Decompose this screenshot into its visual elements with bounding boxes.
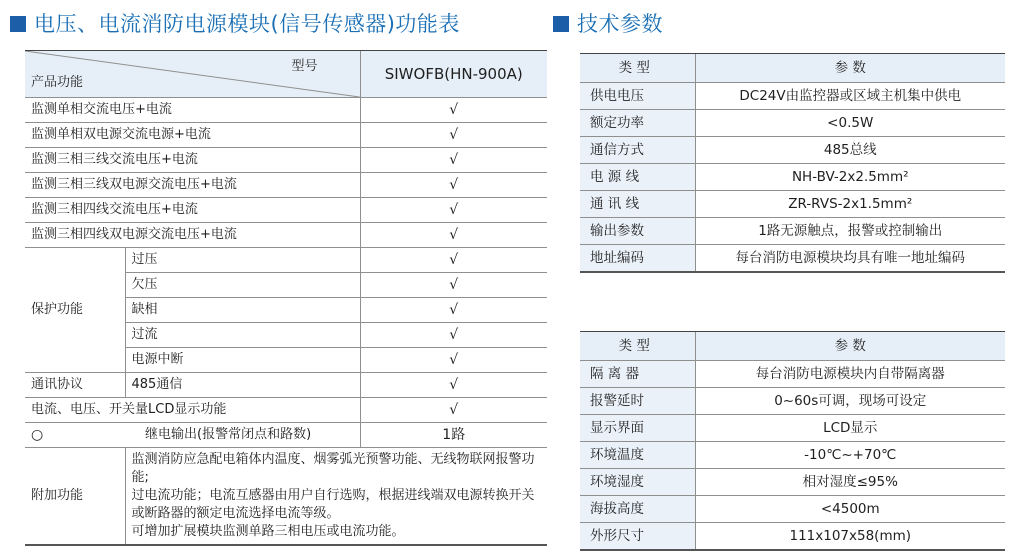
check-mark: √	[360, 223, 547, 248]
table-row	[580, 83, 1005, 110]
table-row	[580, 110, 1005, 137]
title-square-icon	[10, 16, 26, 32]
param-value: ZR-RVS-2x1.5mm²	[695, 191, 1005, 218]
table-row	[580, 442, 1005, 469]
table-row	[25, 423, 547, 448]
param-value: <0.5W	[695, 110, 1005, 137]
param-key: 供电电压	[580, 83, 695, 110]
param-value: DC24V由监控器或区域主机集中供电	[695, 83, 1005, 110]
param-value: 0~60s可调，现场可设定	[695, 388, 1005, 415]
tech-params-table-1	[580, 54, 1005, 273]
table-row	[580, 469, 1005, 496]
param-value: 1路无源触点，报警或控制输出	[695, 218, 1005, 245]
row-name: 监测三相四线双电源交流电压+电流	[25, 223, 360, 248]
param-value: -10℃~+70℃	[695, 442, 1005, 469]
table-row	[25, 448, 547, 546]
param-key: 海拔高度	[580, 496, 695, 523]
param-value: 每台消防电源模块内自带隔离器	[695, 361, 1005, 388]
param-value: <4500m	[695, 496, 1005, 523]
row-name: 485通信	[125, 373, 360, 398]
table-row	[25, 373, 547, 398]
check-mark: √	[360, 298, 547, 323]
extra-group-label: 附加功能	[25, 448, 125, 546]
param-header: 参 数	[695, 332, 1005, 361]
function-label: 产品功能	[31, 75, 84, 91]
param-key: 环境温度	[580, 442, 695, 469]
row-name: 监测单相交流电压+电流	[25, 98, 360, 123]
param-value: 111x107x58(mm)	[695, 523, 1005, 551]
table-row	[580, 496, 1005, 523]
param-key: 外形尺寸	[580, 523, 695, 551]
table-header	[580, 332, 1005, 361]
row-name: 监测三相四线交流电压+电流	[25, 198, 360, 223]
row-name: 电流、电压、开关量LCD显示功能	[25, 398, 360, 423]
row-name: 过压	[125, 248, 360, 273]
param-key: 通信方式	[580, 137, 695, 164]
row-name: 电源中断	[125, 348, 360, 373]
comm-group-label: 通讯协议	[25, 373, 125, 398]
function-table-title-text: 电压、电流消防电源模块(信号传感器)功能表	[34, 12, 460, 36]
param-key: 显示界面	[580, 415, 695, 442]
table-row	[580, 415, 1005, 442]
row-name: 继电输出(报警常闭点和路数)	[125, 423, 360, 448]
extra-line: 监测消防应急配电箱体内温度、烟雾弧光预警功能、无线物联网报警功能;	[131, 452, 535, 485]
check-mark: √	[360, 248, 547, 273]
param-value: 每台消防电源模块均具有唯一地址编码	[695, 245, 1005, 273]
table-header	[580, 54, 1005, 83]
extra-line: 可增加扩展模块监测单路三相电压或电流功能。	[131, 524, 405, 539]
function-table-title	[10, 8, 460, 38]
row-name: 欠压	[125, 273, 360, 298]
protection-group-label: 保护功能	[25, 248, 125, 373]
param-key: 报警延时	[580, 388, 695, 415]
tech-params-title	[553, 8, 663, 38]
param-key: 通 讯 线	[580, 191, 695, 218]
param-header: 参 数	[695, 54, 1005, 83]
table-row	[580, 137, 1005, 164]
param-value: NH-BV-2x2.5mm²	[695, 164, 1005, 191]
check-mark: √	[360, 198, 547, 223]
table-row	[580, 245, 1005, 273]
title-square-icon	[553, 16, 569, 32]
param-key: 隔 离 器	[580, 361, 695, 388]
row-name: 监测三相三线交流电压+电流	[25, 148, 360, 173]
tech-params-title-text: 技术参数	[577, 12, 663, 36]
param-key: 额定功率	[580, 110, 695, 137]
check-mark: √	[360, 173, 547, 198]
extra-description	[126, 448, 548, 544]
function-table-header	[25, 51, 547, 98]
type-header: 类 型	[580, 54, 695, 83]
row-name: 缺相	[125, 298, 360, 323]
table-row	[25, 223, 547, 248]
diagonal-header-cell	[25, 51, 360, 97]
param-value: LCD显示	[695, 415, 1005, 442]
check-mark: √	[360, 273, 547, 298]
table-row	[25, 98, 547, 123]
extra-line: 过电流功能；电流互感器由用户自行选购，根据进线端双电源转换开关或断路器的额定电流选择电流等级。	[131, 488, 535, 521]
relay-symbol: ○	[25, 423, 125, 448]
table-row	[580, 218, 1005, 245]
check-mark: √	[360, 373, 547, 398]
table-row	[25, 248, 547, 273]
row-name: 监测单相双电源交流电源+电流	[25, 123, 360, 148]
table-row	[580, 164, 1005, 191]
table-row	[25, 123, 547, 148]
type-header: 类 型	[580, 332, 695, 361]
check-mark: √	[360, 123, 547, 148]
table-row	[580, 361, 1005, 388]
table-row	[25, 148, 547, 173]
param-value: 485总线	[695, 137, 1005, 164]
check-mark: √	[360, 148, 547, 173]
param-key: 输出参数	[580, 218, 695, 245]
check-mark: √	[360, 323, 547, 348]
check-mark: √	[360, 98, 547, 123]
row-name: 过流	[125, 323, 360, 348]
table-row	[580, 388, 1005, 415]
model-label: 型号	[291, 59, 318, 74]
function-table	[25, 51, 547, 546]
relay-value: 1路	[360, 423, 547, 448]
row-name: 监测三相三线双电源交流电压+电流	[25, 173, 360, 198]
tech-params-table-2	[580, 332, 1005, 551]
check-mark: √	[360, 398, 547, 423]
param-key: 环境湿度	[580, 469, 695, 496]
table-row	[580, 523, 1005, 551]
table-row	[25, 198, 547, 223]
table-row	[25, 398, 547, 423]
param-value: 相对湿度≤95%	[695, 469, 1005, 496]
table-row	[580, 191, 1005, 218]
check-mark: √	[360, 348, 547, 373]
param-key: 电 源 线	[580, 164, 695, 191]
param-key: 地址编码	[580, 245, 695, 273]
table-row	[25, 173, 547, 198]
model-value: SIWOFB(HN-900A)	[360, 51, 547, 98]
